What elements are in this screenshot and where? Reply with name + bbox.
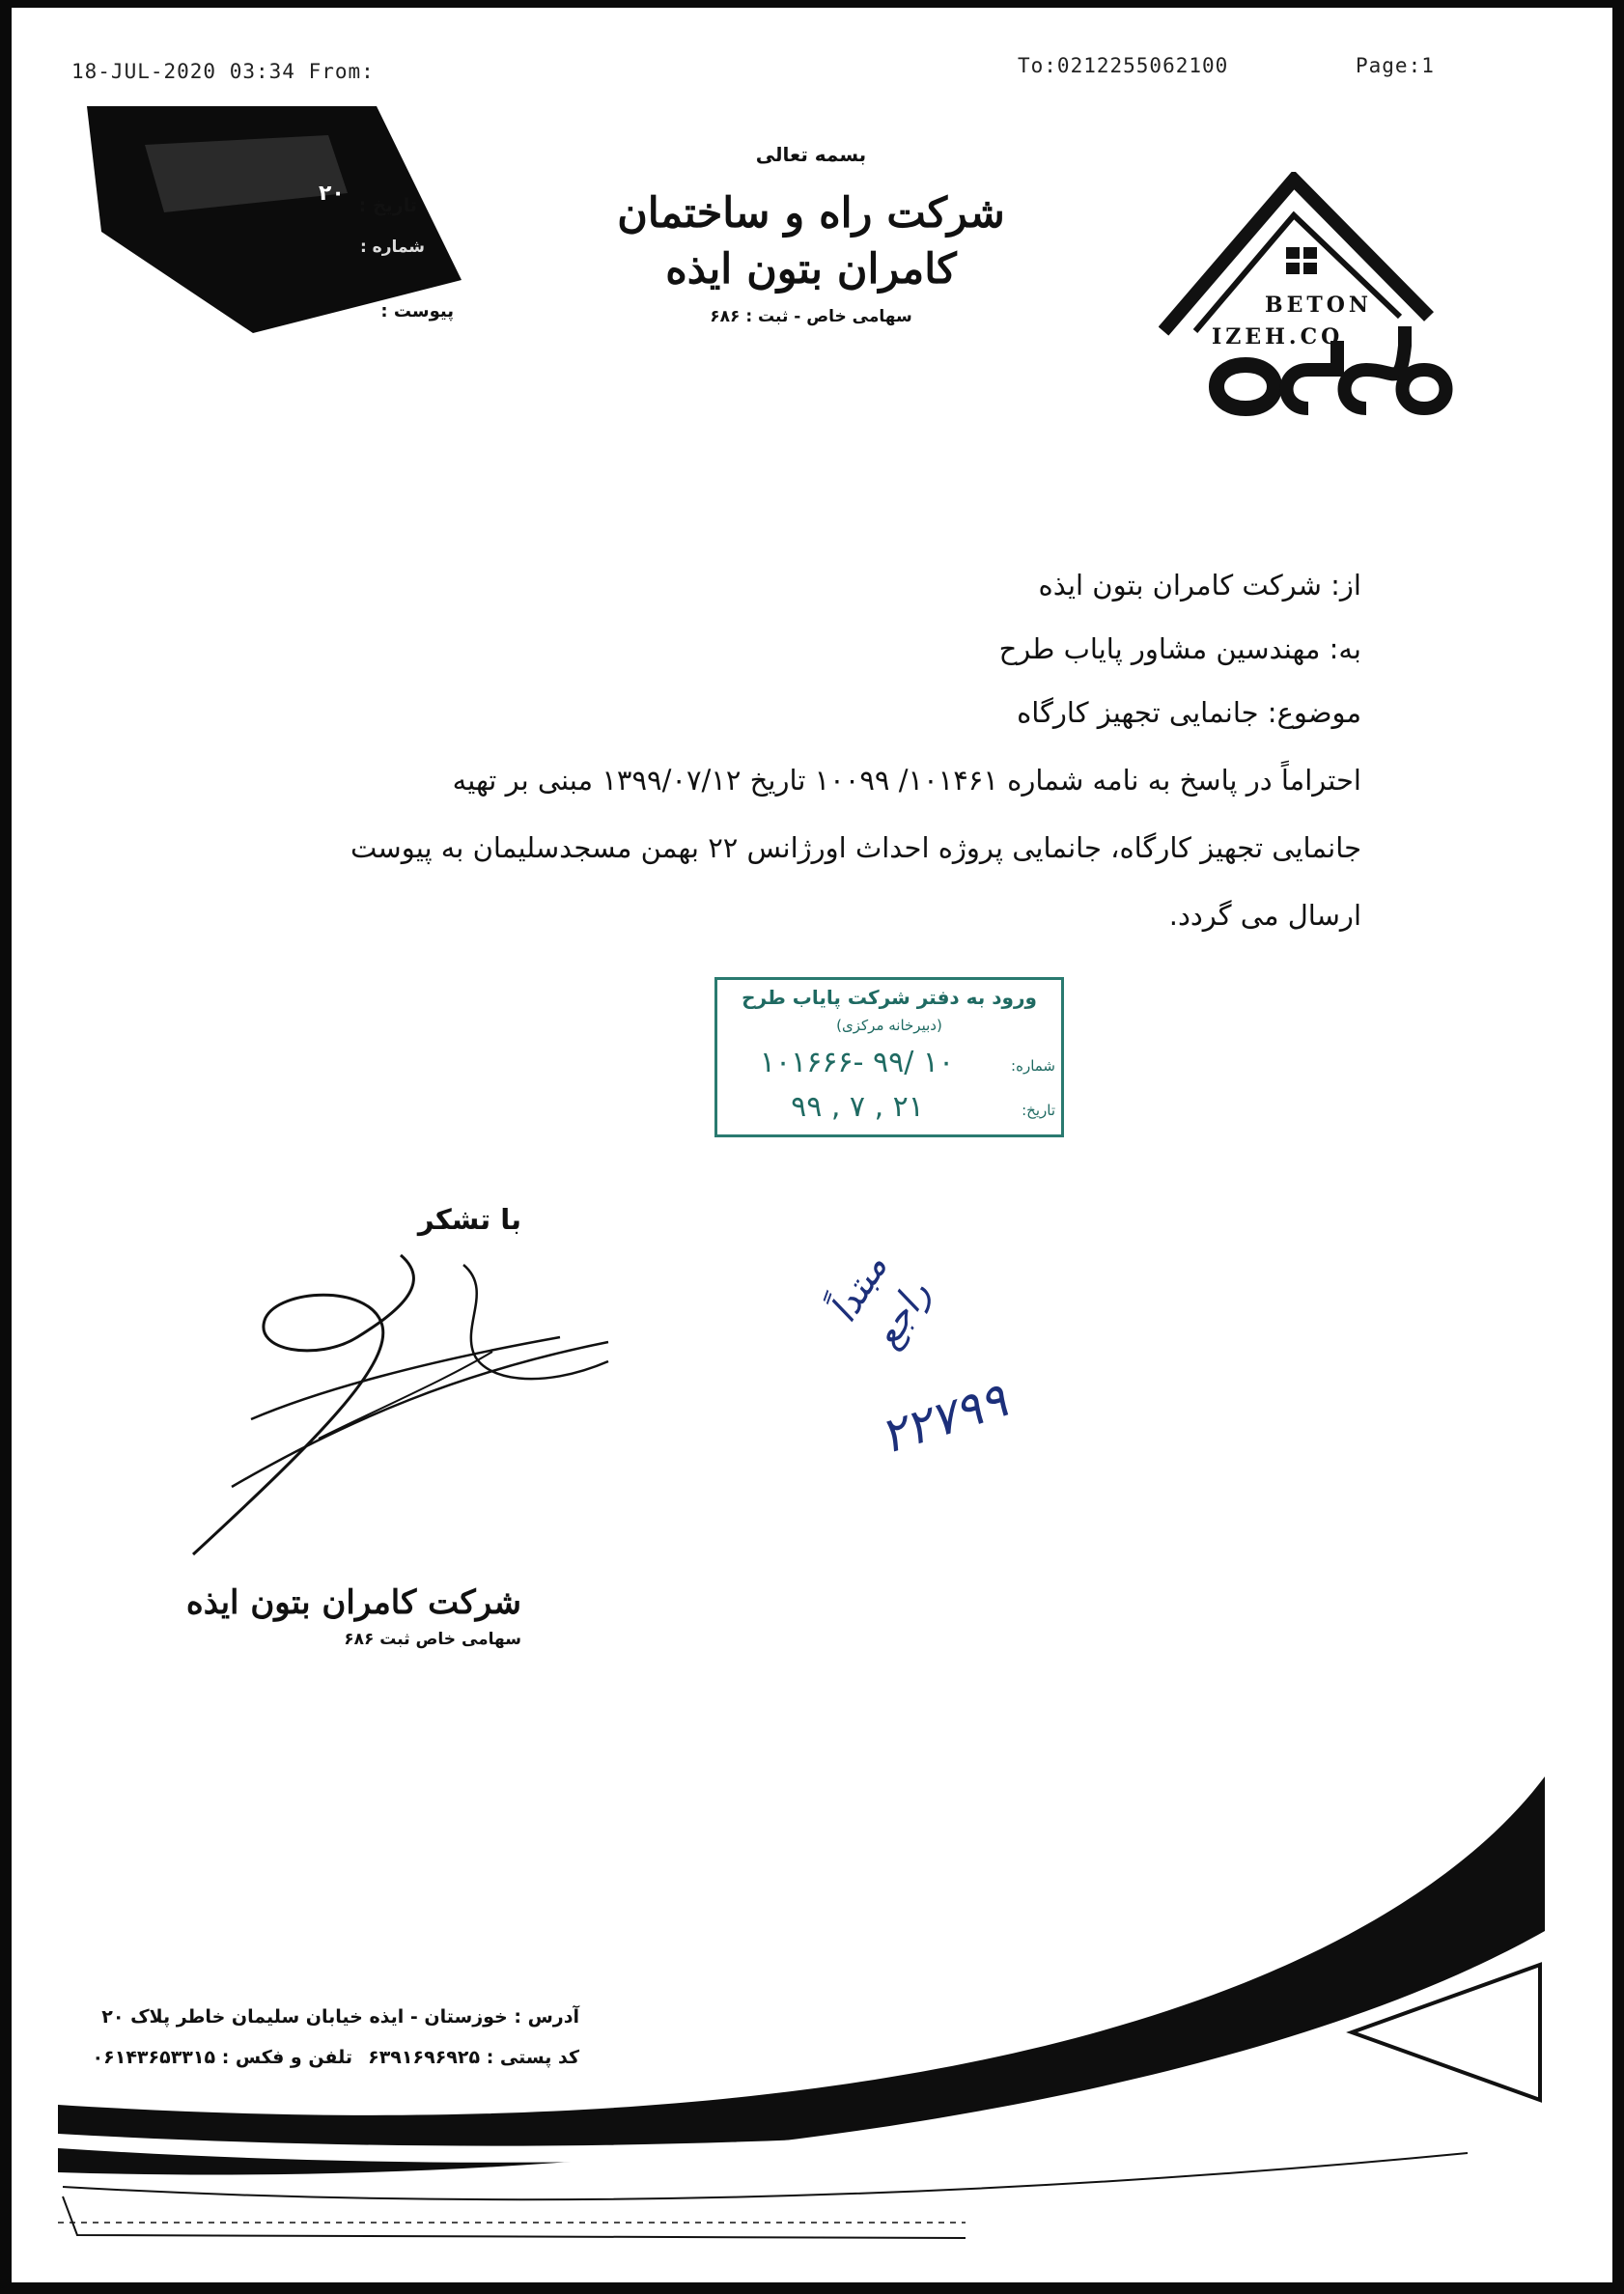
note-line1: مبتداً bbox=[821, 1246, 896, 1330]
logo-text-izeh: IZEH.CO bbox=[1212, 324, 1344, 350]
date-value: ۲۰ bbox=[319, 182, 345, 206]
stamp-subtitle: (دبیرخانه مرکزی) bbox=[836, 1017, 942, 1034]
fax-datetime: 18-JUL-2020 03:34 From: bbox=[71, 60, 375, 83]
stamp-date-label: تاریخ: bbox=[1022, 1102, 1055, 1119]
note-number: ۲۲۷۹۹ bbox=[873, 1371, 1014, 1466]
receipt-stamp bbox=[714, 977, 1064, 1137]
registration-number: سهامی خاص - ثبت : ۶۸۶ bbox=[710, 307, 912, 326]
footer-postal-code: کد پستی : ۶۳۹۱۶۹۶۹۲۵ bbox=[368, 2047, 579, 2068]
letter-body-line2: جانمایی تجهیز کارگاه، جانمایی پروژه احداث اورژانس ۲۲ بهمن مسجدسلیمان به پیوست bbox=[350, 831, 1361, 864]
letter-body-line1: احتراماً در پاسخ به نامه شماره ۱۰۱۴۶۱/ ۱۰۰۹۹ تاریخ ۱۳۹۹/۰۷/۱۲ مبنی بر تهیه bbox=[452, 764, 1361, 797]
letter-subject: موضوع: جانمایی تجهیز کارگاه bbox=[1017, 696, 1361, 729]
letter-to: به: مهندسین مشاور پایاب طرح bbox=[998, 632, 1361, 665]
invocation: بسمه تعالی bbox=[755, 143, 867, 166]
stamp-number-label: شماره: bbox=[1011, 1057, 1055, 1075]
date-label: تاریخ : bbox=[358, 195, 417, 216]
note-line2: راجع bbox=[864, 1273, 938, 1356]
closing-text: با تشکر bbox=[417, 1203, 521, 1236]
attachment-label: پیوست : bbox=[380, 301, 454, 322]
letter-from: از: شرکت کامران بتون ایذه bbox=[1038, 569, 1361, 601]
stamp-number-value: ۱۰۱۶۶۶- ۹۹/ ۱۰ bbox=[759, 1046, 955, 1079]
footer-address: آدرس : خوزستان - ایذه خیابان سلیمان خاطر پلاک ۲۰ bbox=[101, 2006, 579, 2028]
logo-text-beton: BETON bbox=[1265, 293, 1373, 318]
number-label: شماره : bbox=[359, 238, 425, 257]
company-logo bbox=[1159, 172, 1477, 433]
company-seal-registration: سهامی خاص ثبت ۶۸۶ bbox=[344, 1630, 521, 1649]
handwritten-signature bbox=[174, 1245, 637, 1564]
fax-recipient: To:0212255062100 bbox=[1018, 54, 1229, 77]
fax-page: Page:1 bbox=[1356, 54, 1435, 77]
footer-phone-fax: تلفن و فکس : ۰۶۱۴۳۶۵۳۳۱۵ bbox=[92, 2047, 352, 2068]
company-seal-name: شرکت کامران بتون ایذه bbox=[185, 1583, 521, 1622]
stamp-date-value: ۹۹ , ۷ , ۲۱ bbox=[791, 1090, 924, 1124]
company-name-line2: کامران بتون ایذه bbox=[665, 245, 957, 294]
company-name-line1: شرکت راه و ساختمان bbox=[617, 189, 1005, 238]
letter-body-line3: ارسال می گردد. bbox=[1168, 899, 1361, 932]
stamp-title: ورود به دفتر شرکت پایاب طرح bbox=[742, 986, 1037, 1009]
